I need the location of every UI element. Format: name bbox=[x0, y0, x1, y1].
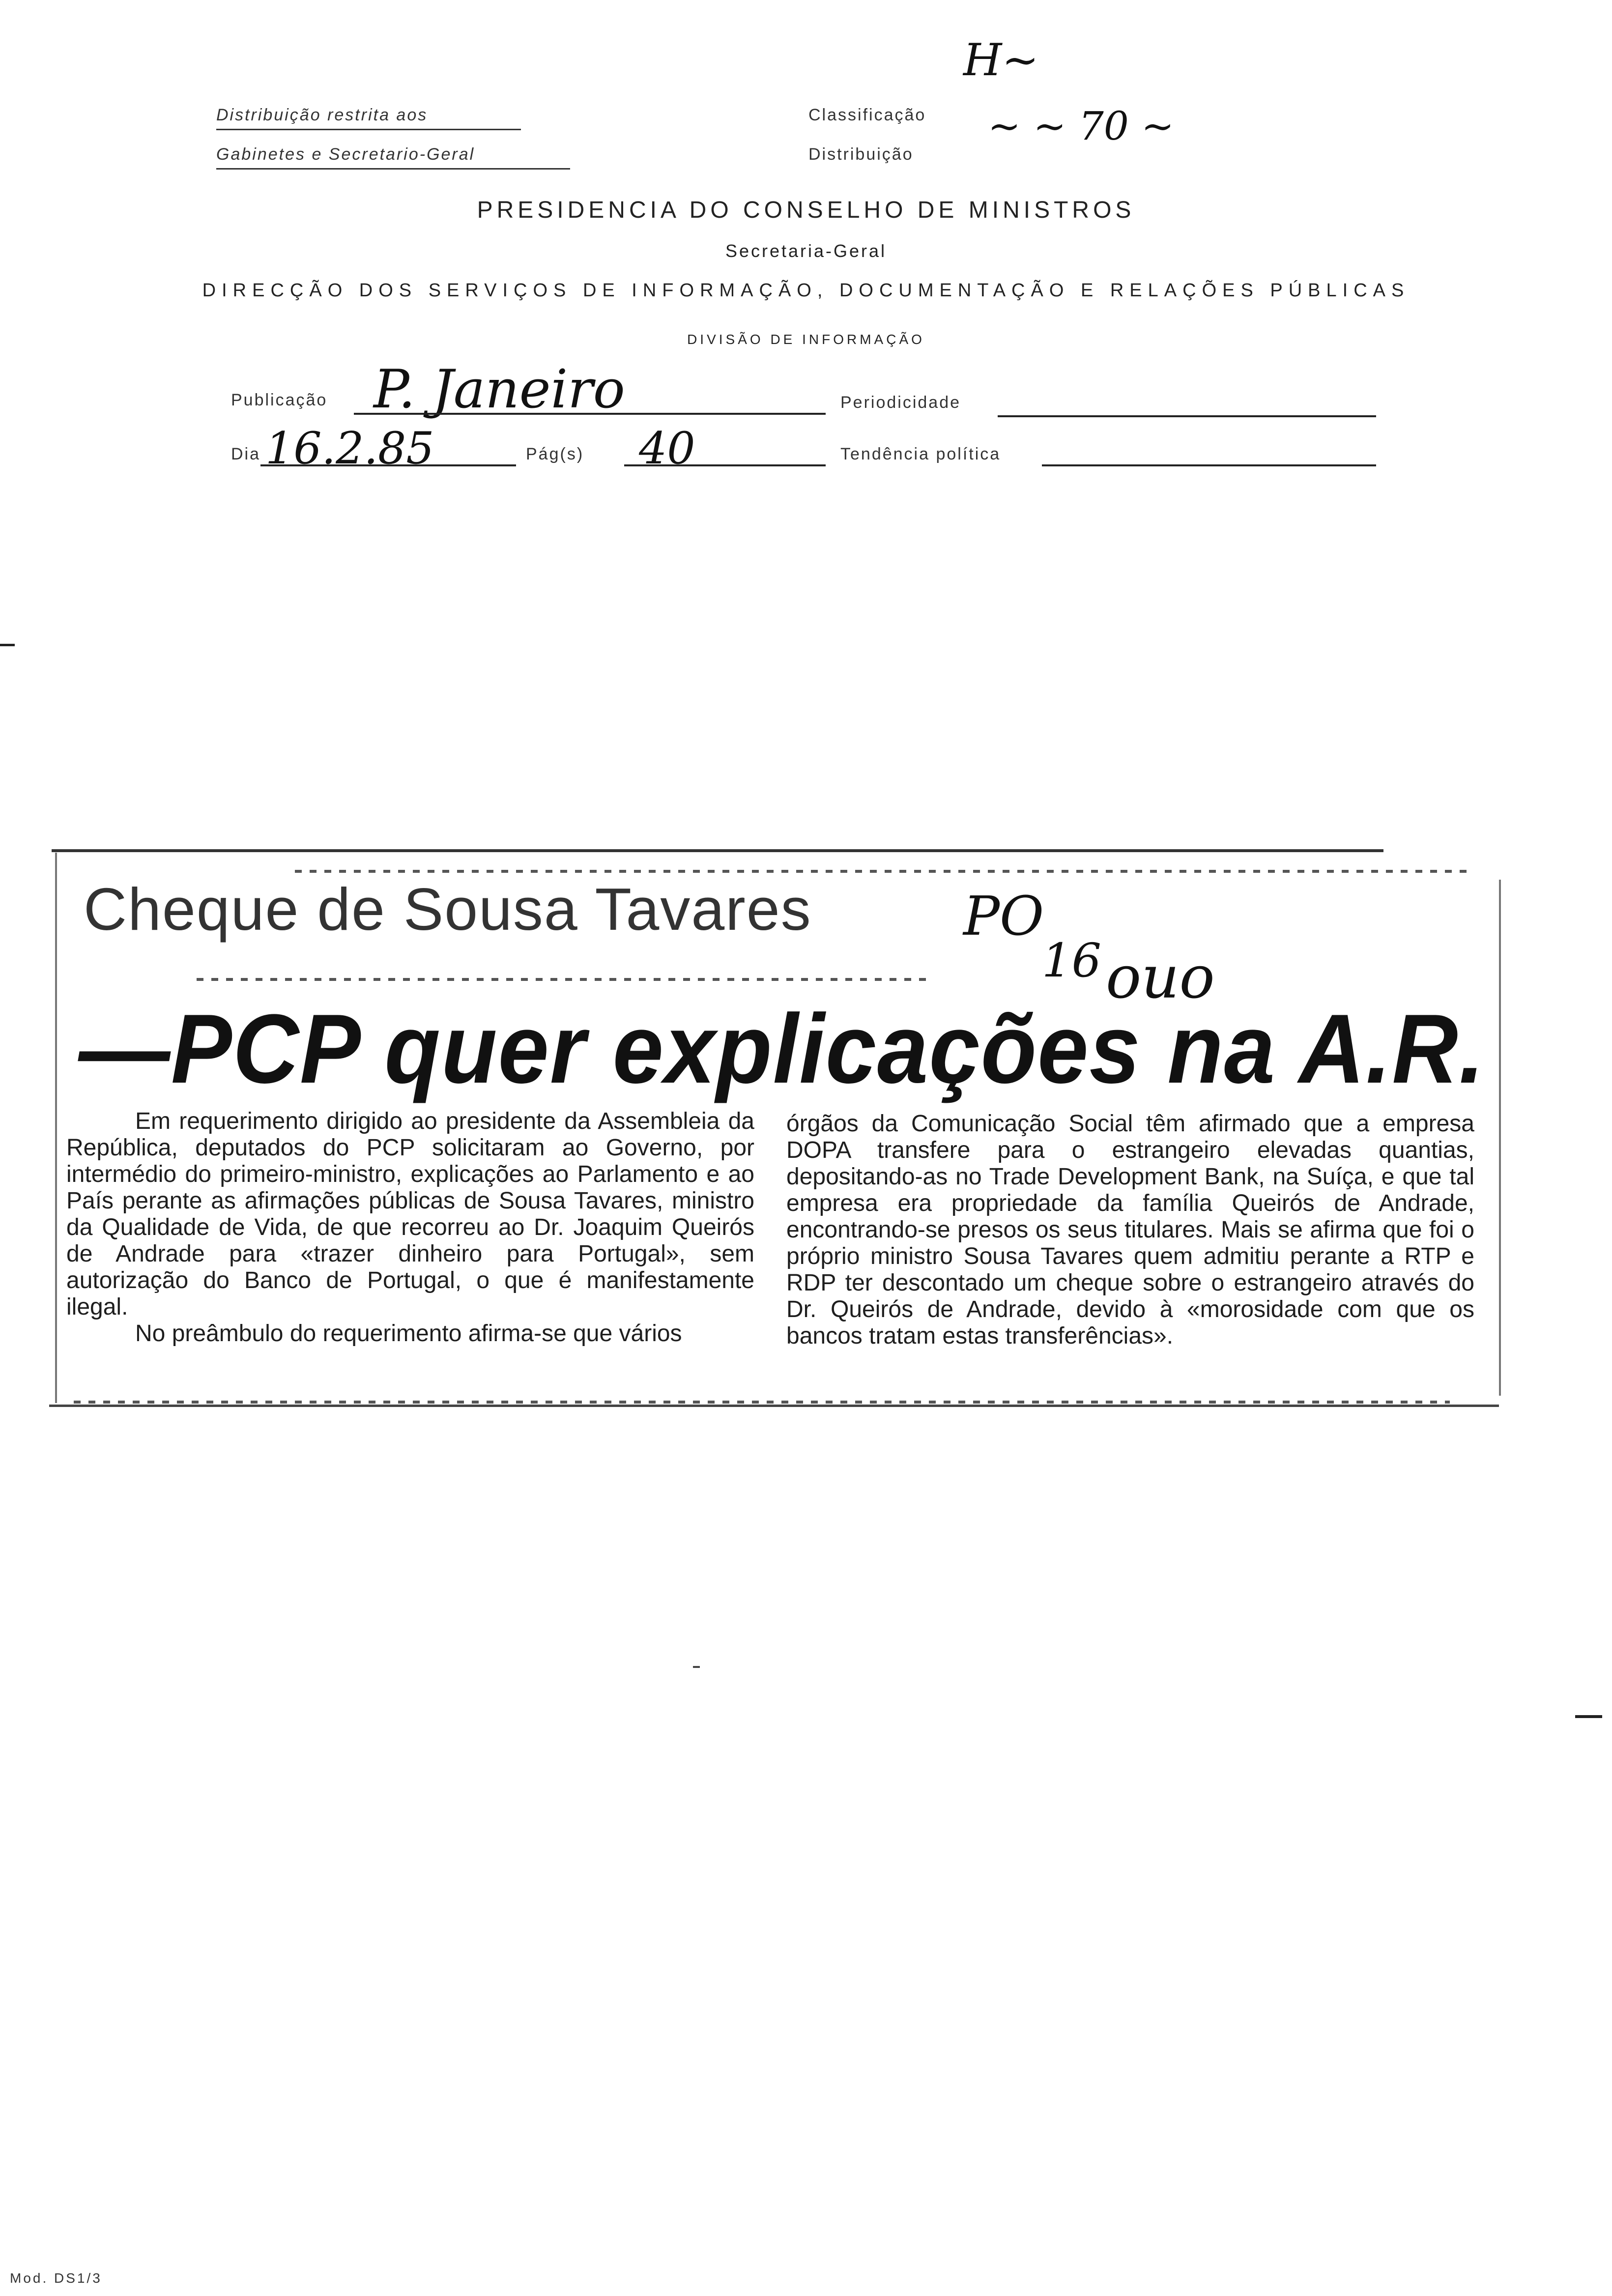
directorate-title: DIRECÇÃO DOS SERVIÇOS DE INFORMAÇÃO, DOCUMENTAÇÃO E RELAÇÕES PÚBLICAS bbox=[202, 280, 1410, 301]
article-col1-paragraph-1: Em requerimento dirigido ao presidente da Assembleia da República, deputados do PCP solicitaram ao Governo, por intermédio do primeiro-ministro, explicações ao Parlamento e ao País perante as afirmações públicas de Sousa Tavares, ministro da Qualidade de Vida, de que recorreu ao Dr. Joaquim Queirós de Andrade para «trazer dinheiro para Portugal», sem autorização do Banco de Portugal, o que é manifestamente ilegal. bbox=[66, 1108, 754, 1320]
clipping-left-rule bbox=[55, 853, 57, 1403]
distribution-underline-2 bbox=[216, 168, 570, 170]
pages-value: 40 bbox=[639, 423, 695, 474]
clipping-top-rule bbox=[52, 849, 1383, 852]
pages-field-line bbox=[624, 464, 826, 466]
day-field-line bbox=[260, 464, 516, 466]
classification-label: Classificação bbox=[808, 106, 926, 124]
handwritten-note-16: 16 bbox=[1042, 934, 1101, 988]
presidency-title: PRESIDENCIA DO CONSELHO DE MINISTROS bbox=[477, 197, 1135, 223]
handwritten-note-ouo: ouo bbox=[1106, 944, 1215, 1012]
clipping-right-rule bbox=[1499, 880, 1501, 1396]
clipping-headline: —PCP quer explicações na A.R. bbox=[79, 994, 1486, 1104]
article-column-1 bbox=[66, 1108, 754, 1347]
day-value: 16.2.85 bbox=[265, 423, 434, 474]
distribution-restriction-line1: Distribuição restrita aos bbox=[216, 106, 428, 124]
clipping-top-noise bbox=[295, 870, 1474, 873]
article-col2-paragraph-1: órgãos da Comunicação Social têm afirmado que a empresa DOPA transfere para o estrangeiro elevadas quantias, depositando-as no Trade Development Bank, na Suíça, e que tal empresa era propriedade da família Queirós de Andrade, encontrando-se presos os seus titulares. Mais se afirma que foi o próprio ministro Sousa Tavares quem admitiu perante a RTP e RDP ter descontado um cheque sobre o estrangeiro através do Dr. Queirós de Andrade, devido à «morosidade com que os bancos tratam estas transferências». bbox=[786, 1111, 1474, 1349]
handwritten-top-mark: H~ bbox=[963, 34, 1039, 86]
publication-value: P. Janeiro bbox=[374, 359, 625, 420]
day-label: Dia bbox=[231, 445, 261, 463]
left-margin-mark bbox=[0, 644, 15, 646]
clipping-title: Cheque de Sousa Tavares bbox=[84, 876, 812, 943]
article-column-2 bbox=[786, 1111, 1474, 1349]
distribution-restriction-line2: Gabinetes e Secretario-Geral bbox=[216, 145, 475, 164]
form-code: Mod. DS1/3 bbox=[10, 2270, 102, 2286]
distribution-underline-1 bbox=[216, 129, 521, 130]
clipping-bottom-rule bbox=[49, 1405, 1499, 1407]
handwritten-classification-mark: ~ ~ 70 ~ bbox=[988, 103, 1175, 149]
publication-label: Publicação bbox=[231, 391, 328, 409]
handwritten-note-po: PO bbox=[963, 885, 1044, 947]
tendency-label: Tendência política bbox=[840, 445, 1001, 463]
center-speck bbox=[693, 1666, 700, 1668]
pages-label: Pág(s) bbox=[526, 445, 584, 463]
clipping-mid-noise bbox=[197, 978, 934, 981]
secretariat-subtitle: Secretaria-Geral bbox=[725, 241, 887, 261]
right-margin-mark bbox=[1575, 1715, 1602, 1718]
tendency-field-line bbox=[1042, 464, 1376, 466]
publication-field-line bbox=[354, 413, 826, 415]
division-title: DIVISÃO DE INFORMAÇÃO bbox=[687, 332, 925, 347]
periodicity-label: Periodicidade bbox=[840, 393, 961, 412]
article-col1-paragraph-2: No preâmbulo do requerimento afirma-se que vários bbox=[135, 1320, 682, 1347]
periodicity-field-line bbox=[998, 415, 1376, 417]
clipping-bottom-noise bbox=[74, 1401, 1450, 1404]
distribution-label: Distribuição bbox=[808, 145, 914, 164]
